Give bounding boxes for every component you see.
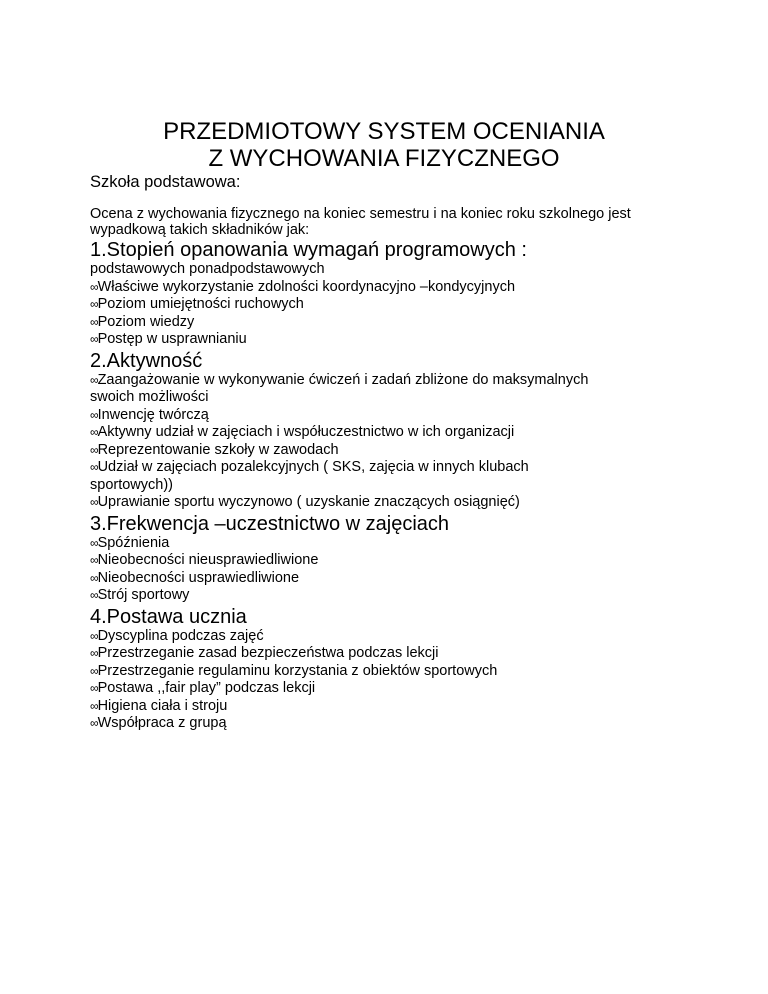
- list-item-text: Dyscyplina podczas zajęć: [97, 627, 264, 644]
- list-item-text: Przestrzeganie regulaminu korzystania z obiektów sportowych: [97, 662, 498, 679]
- list-item: [90, 407, 710, 425]
- list-item-text: Współpraca z grupą: [97, 715, 227, 731]
- bullet-icon: ∞: [90, 460, 98, 474]
- list-item: [90, 698, 710, 716]
- list-item-text: Udział w zajęciach pozalekcyjnych ( SKS, zajęcia w innych klubach: [97, 459, 529, 475]
- bullet-icon: ∞: [90, 407, 98, 422]
- bullet-icon: ∞: [90, 442, 98, 457]
- list-item-text: Aktywny udział w zajęciach i współuczestnictwo w ich organizacji: [97, 424, 515, 440]
- list-item: [90, 279, 710, 297]
- section-preline: podstawowych ponadpodstawowych: [90, 261, 325, 277]
- bullet-icon: ∞: [90, 716, 98, 730]
- section-2: [90, 350, 710, 512]
- bullet-icon: ∞: [90, 279, 98, 294]
- list-item-text: Uprawianie sportu wyczynowo ( uzyskanie znaczących osiągnięć): [97, 494, 520, 510]
- bullet-icon: ∞: [90, 570, 98, 585]
- list-item: [90, 372, 710, 390]
- bullet-icon: ∞: [90, 297, 98, 311]
- bullet-icon: ∞: [90, 646, 98, 660]
- list-item: [90, 587, 710, 605]
- bullet-icon: ∞: [90, 553, 98, 567]
- list-item-text: Strój sportowy: [97, 587, 190, 603]
- section-heading: 4.Postawa ucznia: [90, 605, 247, 628]
- title-line-1: PRZEDMIOTOWY SYSTEM OCENIANIA: [163, 118, 605, 145]
- list-item-continuation: sportowych)): [90, 476, 173, 493]
- bullet-icon: ∞: [90, 663, 98, 678]
- list-item-text: Przestrzeganie zasad bezpieczeństwa podczas lekcji: [97, 645, 439, 661]
- section-heading: 2.Aktywność: [90, 349, 203, 372]
- list-item-text: Postęp w usprawnianiu: [97, 331, 247, 347]
- school-level-label: Szkoła podstawowa:: [90, 173, 241, 191]
- bullet-icon: ∞: [90, 588, 98, 602]
- list-item: [90, 296, 710, 314]
- list-item: [90, 442, 710, 460]
- list-item: [90, 715, 710, 733]
- list-item-text: Zaangażowanie w wykonywanie ćwiczeń i zadań zbliżone do maksymalnych: [97, 371, 589, 388]
- list-item-text: Nieobecności nieusprawiedliwione: [97, 552, 319, 568]
- list-item-text: Reprezentowanie szkoły w zawodach: [97, 441, 339, 458]
- list-item-text: Poziom wiedzy: [97, 313, 195, 330]
- section-3: [90, 513, 710, 605]
- bullet-icon: ∞: [90, 425, 98, 439]
- list-item: [90, 570, 710, 588]
- bullet-icon: ∞: [90, 372, 98, 387]
- list-item: [90, 331, 710, 349]
- intro-line-2: wypadkową takich składników jak:: [90, 222, 310, 238]
- bullet-icon: ∞: [90, 332, 98, 346]
- list-item: [90, 494, 710, 512]
- bullet-icon: ∞: [90, 698, 98, 713]
- list-item-text: Spóźnienia: [97, 534, 170, 551]
- list-item-continuation: swoich możliwości: [90, 389, 209, 405]
- list-item-text: Poziom umiejętności ruchowych: [97, 296, 304, 312]
- list-item: [90, 628, 710, 646]
- bullet-icon: ∞: [90, 495, 98, 509]
- bullet-icon: ∞: [90, 314, 98, 329]
- list-item-text: Nieobecności usprawiedliwione: [97, 569, 300, 586]
- title-line-2: Z WYCHOWANIA FIZYCZNEGO: [208, 145, 560, 172]
- list-item-text: Właściwe wykorzystanie zdolności koordynacyjno –kondycyjnych: [97, 278, 516, 295]
- section-4: [90, 606, 710, 733]
- list-item: [90, 552, 710, 570]
- document-title: [0, 118, 768, 172]
- list-item: [90, 424, 710, 442]
- bullet-icon: ∞: [90, 535, 98, 550]
- list-item: [90, 459, 710, 477]
- bullet-icon: ∞: [90, 681, 98, 695]
- section-1: [90, 239, 710, 349]
- bullet-icon: ∞: [90, 628, 98, 643]
- list-item: [90, 535, 710, 553]
- list-item: [90, 645, 710, 663]
- section-heading: 1.Stopień opanowania wymagań programowych :: [90, 239, 527, 261]
- list-item-text: Postawa ,,fair play” podczas lekcji: [97, 680, 316, 696]
- document-body: [90, 172, 710, 733]
- intro-paragraph: [90, 206, 710, 238]
- intro-line-1: Ocena z wychowania fizycznego na koniec semestru i na koniec roku szkolnego jest: [90, 206, 631, 222]
- list-item: [90, 314, 710, 332]
- list-item: [90, 663, 710, 681]
- section-heading: 3.Frekwencja –uczestnictwo w zajęciach: [90, 512, 450, 535]
- list-item-text: Higiena ciała i stroju: [97, 697, 228, 714]
- list-item-text: Inwencję twórczą: [97, 406, 209, 423]
- list-item: [90, 680, 710, 698]
